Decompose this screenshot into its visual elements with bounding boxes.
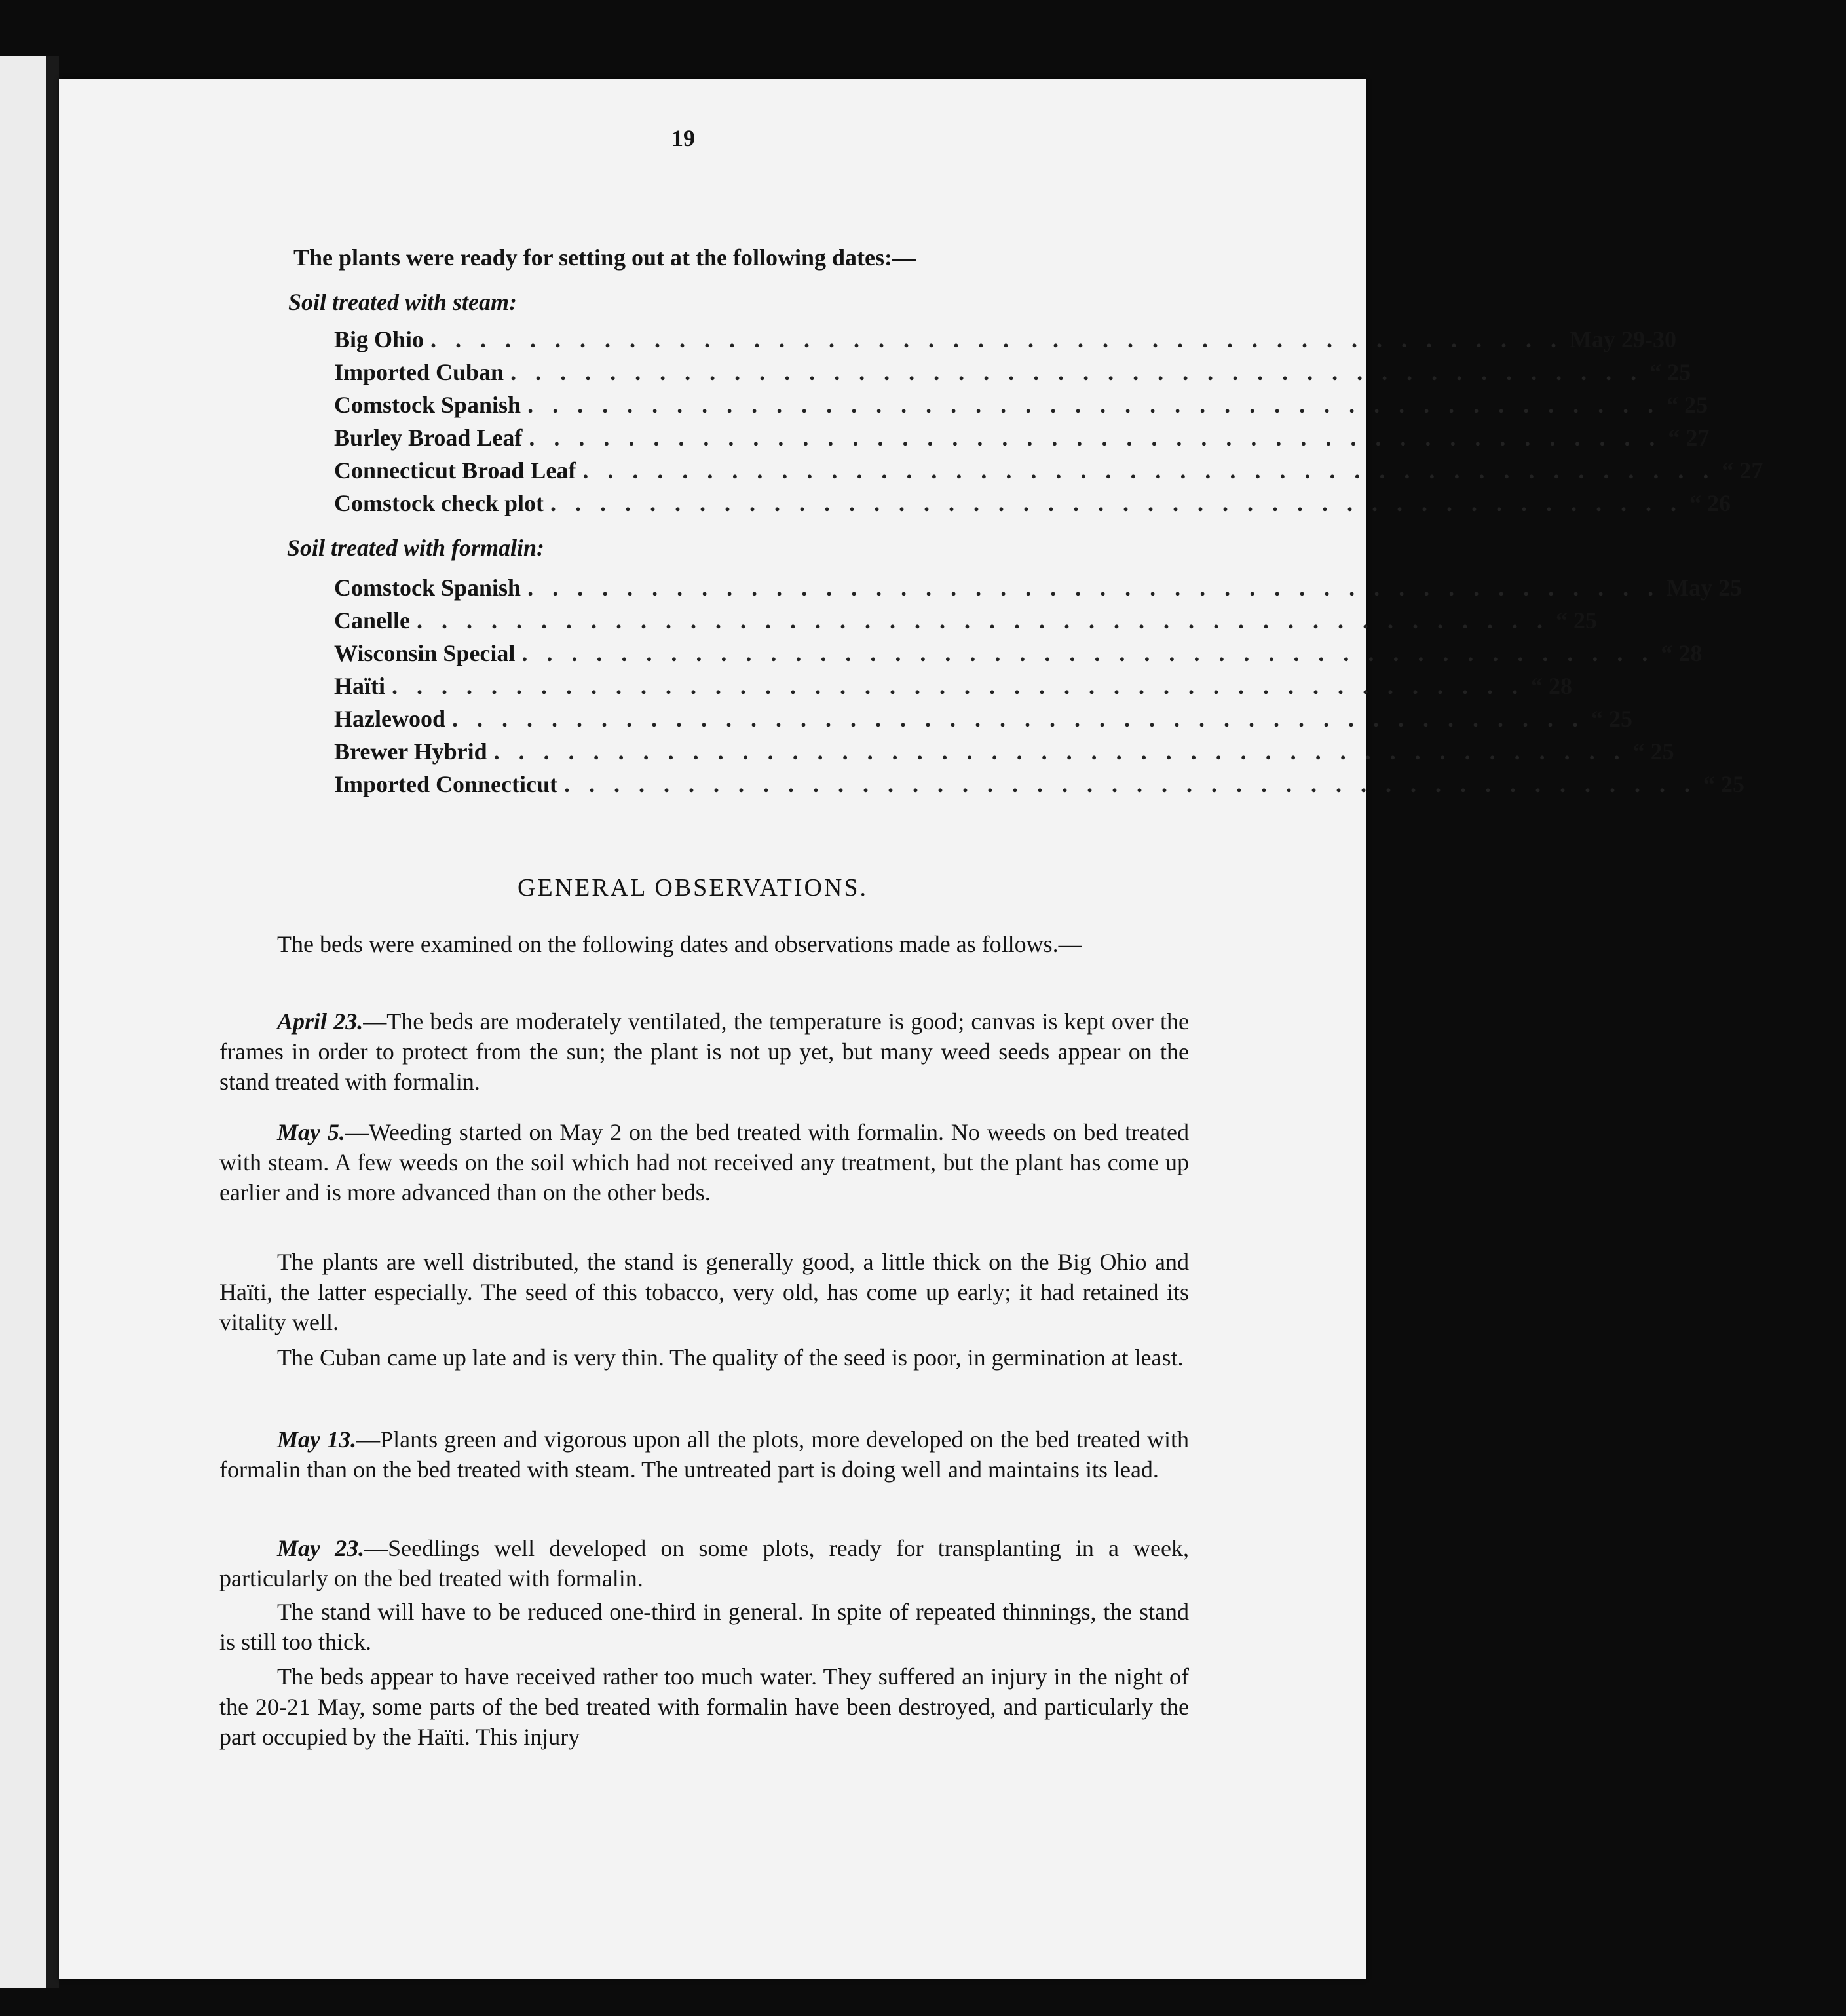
paragraph (219, 1006, 1189, 1097)
ready-date: May 25 (1667, 575, 1742, 601)
paragraph (219, 1342, 1189, 1373)
dot-leader: . . . . . . . . . . . . . . . . . . . . . . . . . . . . . . . . . . . . . . . . . . . . . . (550, 490, 1683, 516)
dot-leader: . . . . . . . . . . . . . . . . . . . . . . . . . . . . . . . . . . . . . . . . . . . . . . (392, 673, 1524, 699)
paragraph-text: The Cuban came up late and is very thin. The quality of the seed is poor, in germination at least. (277, 1344, 1184, 1371)
intro-line: The plants were ready for setting out at the following dates:— (293, 244, 916, 271)
ready-date: “ 25 (1632, 738, 1674, 765)
paragraph (219, 1424, 1189, 1485)
observations-title: GENERAL OBSERVATIONS. (518, 874, 868, 902)
formalin-row (334, 607, 1597, 636)
dot-leader: . . . . . . . . . . . . . . . . . . . . . . . . . . . . . . . . . . . . . . . . . . . . . . (527, 392, 1661, 418)
ready-date: “ 27 (1668, 425, 1710, 451)
variety-name: Haïti (334, 673, 385, 699)
formalin-row (334, 639, 1703, 668)
ready-date: “ 28 (1661, 640, 1703, 666)
paragraph-text: The beds appear to have received rather too much water. They suffered an injury in the night of the 20-21 May, some parts of the bed treated with formalin have been destroyed, and particularly the part occupied by the Haïti. This injury (219, 1664, 1189, 1750)
dot-leader: . . . . . . . . . . . . . . . . . . . . . . . . . . . . . . . . . . . . . . . . . . . . . . (563, 771, 1697, 797)
steam-row (334, 326, 1677, 354)
variety-name: Imported Cuban (334, 359, 504, 385)
variety-name: Comstock check plot (334, 490, 544, 516)
date-label: May 23. (277, 1535, 365, 1561)
steam-row (334, 391, 1708, 420)
adjacent-page-edge (0, 56, 46, 1988)
dot-leader: . . . . . . . . . . . . . . . . . . . . . . . . . . . . . . . . . . . . . . . . . . . . . . (416, 607, 1549, 634)
ready-date: “ 28 (1531, 673, 1572, 699)
page-number: 19 (671, 125, 695, 151)
variety-name: Comstock Spanish (334, 575, 521, 601)
formalin-row (334, 770, 1744, 799)
variety-name: Burley Broad Leaf (334, 425, 523, 451)
paragraph (219, 1247, 1189, 1337)
ready-date: “ 27 (1722, 457, 1763, 484)
steam-row (334, 489, 1731, 518)
paragraph-text: —Weeding started on May 2 on the bed treated with formalin. No weeds on bed treated with steam. A few weeds on the soil which had not received any treatment, but the plant has come up earlier and is more advanced than on the other beds. (219, 1119, 1189, 1206)
steam-section-heading: Soil treated with steam: (288, 289, 518, 315)
ready-date: May 29-30 (1570, 326, 1677, 352)
ready-date: “ 25 (1667, 392, 1708, 418)
date-label: April 23. (277, 1008, 364, 1035)
paragraph-text: —Plants green and vigorous upon all the plots, more developed on the bed treated with formalin than on the bed treated with steam. The untreated part is doing well and maintains its lead. (219, 1426, 1189, 1483)
paragraph-text: —Seedlings well developed on some plots, ready for transplanting in a week, particularly on the bed treated with formalin. (219, 1535, 1189, 1591)
variety-name: Imported Connecticut (334, 771, 557, 797)
dot-leader: . . . . . . . . . . . . . . . . . . . . . . . . . . . . . . . . . . . . . . . . . . . . . . (529, 425, 1662, 451)
dot-leader: . . . . . . . . . . . . . . . . . . . . . . . . . . . . . . . . . . . . . . . . . . . . . . (527, 575, 1661, 601)
dot-leader: . . . . . . . . . . . . . . . . . . . . . . . . . . . . . . . . . . . . . . . . . . . . . . (451, 706, 1585, 732)
book-gutter (46, 56, 59, 1988)
paragraph (219, 1597, 1189, 1657)
paragraph-text: The beds were examined on the following dates and observations made as follows.— (277, 931, 1082, 957)
steam-row (334, 358, 1691, 387)
formalin-section-heading: Soil treated with formalin: (287, 535, 545, 561)
dot-leader: . . . . . . . . . . . . . . . . . . . . . . . . . . . . . . . . . . . . . . . . . . . . . . (582, 457, 1716, 484)
dot-leader: . . . . . . . . . . . . . . . . . . . . . . . . . . . . . . . . . . . . . . . . . . . . . . (521, 640, 1655, 666)
paragraph-text: The plants are well distributed, the stand is generally good, a little thick on the Big Ohio and Haïti, the latter especially. The seed of this tobacco, very old, has come up early; it had retained its vitality well. (219, 1249, 1189, 1335)
paragraph-text: The stand will have to be reduced one-third in general. In spite of repeated thinnings, the stand is still too thick. (219, 1599, 1189, 1655)
ready-date: “ 26 (1689, 490, 1731, 516)
variety-name: Canelle (334, 607, 410, 634)
dot-leader: . . . . . . . . . . . . . . . . . . . . . . . . . . . . . . . . . . . . . . . . . . . . . . (510, 359, 1644, 385)
paragraph (219, 1117, 1189, 1208)
paragraph (219, 1662, 1189, 1752)
formalin-row (334, 672, 1572, 701)
paragraph-text: —The beds are moderately ventilated, the temperature is good; canvas is kept over the frames in order to protect from the sun; the plant is not up yet, but many weed seeds appear on the stand treated with formalin. (219, 1008, 1189, 1095)
formalin-row (334, 574, 1742, 603)
dot-leader: . . . . . . . . . . . . . . . . . . . . . . . . . . . . . . . . . . . . . . . . . . . . . . (493, 738, 1627, 765)
variety-name: Hazlewood (334, 706, 445, 732)
ready-date: “ 25 (1591, 706, 1632, 732)
ready-date: “ 25 (1703, 771, 1744, 797)
steam-row (334, 457, 1763, 485)
paragraph (219, 1533, 1189, 1593)
formalin-row (334, 705, 1632, 734)
formalin-row (334, 738, 1674, 767)
paragraph (219, 929, 1189, 959)
dot-leader: . . . . . . . . . . . . . . . . . . . . . . . . . . . . . . . . . . . . . . . . . . . . . . (430, 326, 1564, 352)
ready-date: “ 25 (1555, 607, 1597, 634)
date-label: May 5. (277, 1119, 345, 1145)
date-label: May 13. (277, 1426, 357, 1453)
ready-date: “ 25 (1649, 359, 1691, 385)
variety-name: Comstock Spanish (334, 392, 521, 418)
variety-name: Big Ohio (334, 326, 424, 352)
variety-name: Brewer Hybrid (334, 738, 487, 765)
variety-name: Wisconsin Special (334, 640, 516, 666)
variety-name: Connecticut Broad Leaf (334, 457, 576, 484)
steam-row (334, 424, 1710, 453)
